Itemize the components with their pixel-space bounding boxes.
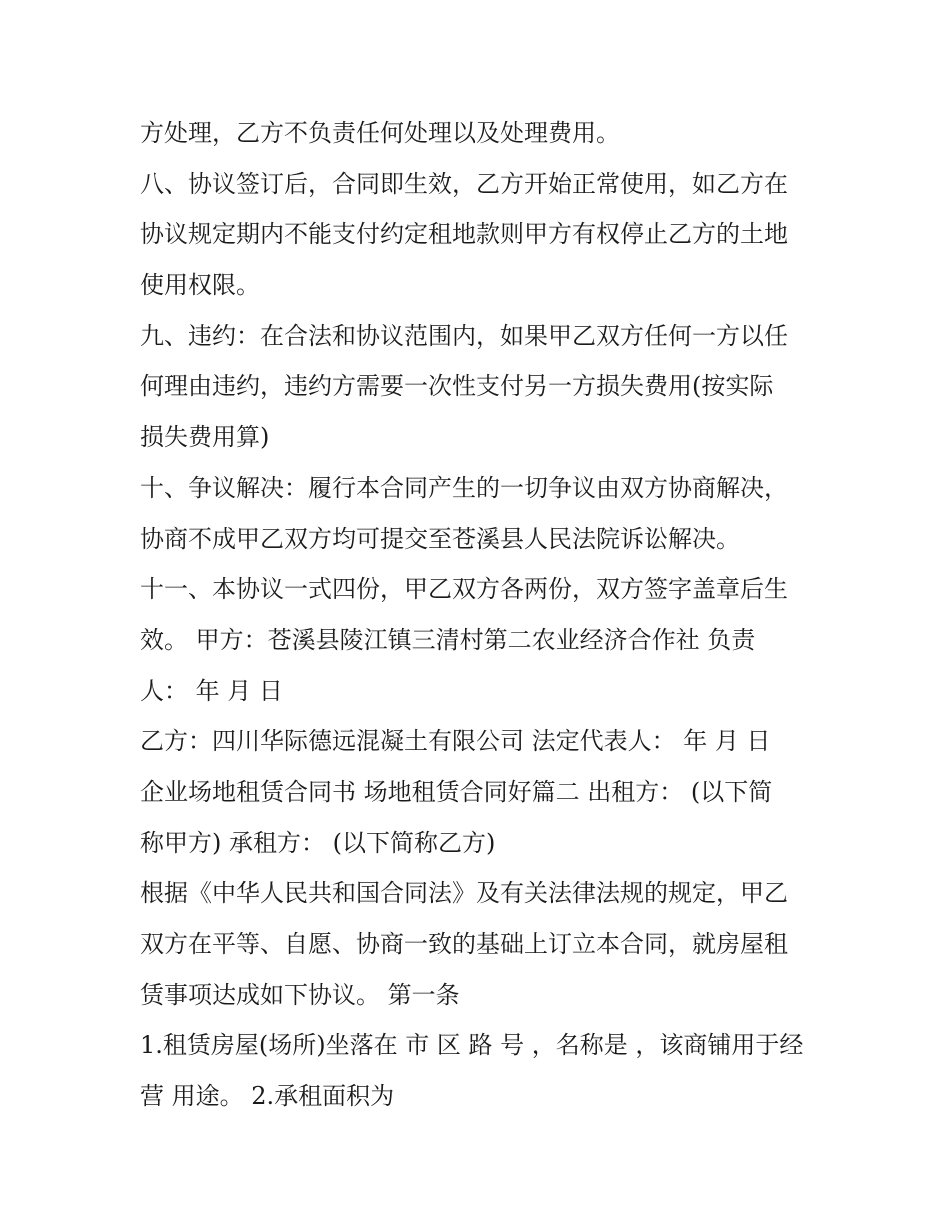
text-line: 根据《中华人民共和国合同法》及有关法律法规的规定，甲乙 bbox=[140, 879, 788, 908]
text-line: 赁事项达成如下协议。 第一条 bbox=[140, 980, 460, 1009]
text-line: 何理由违约，违约方需要一次性支付另一方损失费用(按实际 bbox=[140, 372, 774, 401]
text-line: 协商不成甲乙双方均可提交至苍溪县人民法院诉讼解决。 bbox=[140, 524, 740, 553]
text-line: 双方在平等、自愿、协商一致的基础上订立本合同，就房屋租 bbox=[140, 930, 788, 958]
text-line: 十一、本协议一式四份，甲乙双方各两份，双方签字盖章后生 bbox=[140, 575, 788, 604]
document-body bbox=[140, 108, 820, 1122]
text-line: 乙方：四川华际德远混凝土有限公司 法定代表人： 年 月 日 bbox=[140, 727, 771, 756]
text-line: 损失费用算) bbox=[140, 423, 270, 452]
text-line: 1.租赁房屋(场所)坐落在 市 区 路 号 ，名称是 ，该商铺用于经 bbox=[140, 1031, 804, 1060]
text-line: 协议规定期内不能支付约定租地款则甲方有权停止乙方的土地 bbox=[140, 220, 788, 249]
text-line: 九、违约：在合法和协议范围内，如果甲乙双方任何一方以任 bbox=[140, 321, 788, 350]
text-line: 称甲方) 承租方： (以下简称乙方) bbox=[140, 828, 496, 857]
text-line: 方处理，乙方不负责任何处理以及处理费用。 bbox=[140, 119, 620, 147]
text-line: 使用权限。 bbox=[140, 271, 260, 300]
text-line: 人： 年 月 日 bbox=[140, 676, 283, 705]
text-line: 八、协议签订后，合同即生效，乙方开始正常使用，如乙方在 bbox=[140, 169, 788, 198]
text-line: 企业场地租赁合同书 场地租赁合同好篇二 出租方： (以下简 bbox=[140, 777, 773, 806]
text-line: 十、争议解决：履行本合同产生的一切争议由双方协商解决， bbox=[140, 473, 788, 502]
text-line: 效。 甲方：苍溪县陵江镇三清村第二农业经济合作社 负责 bbox=[140, 625, 756, 654]
text-line: 营 用途。 2.承租面积为 bbox=[140, 1082, 395, 1111]
